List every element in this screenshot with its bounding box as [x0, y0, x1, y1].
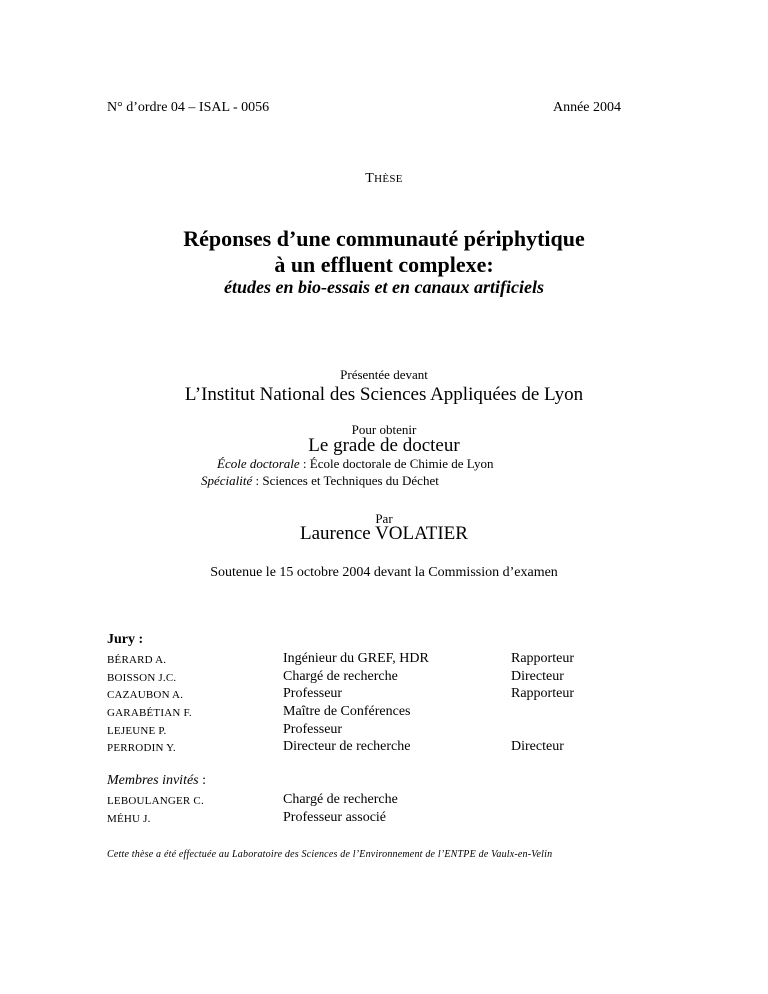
document-type — [0, 171, 768, 187]
degree: Le grade de docteur — [308, 435, 460, 456]
author-name: Laurence VOLATIER — [300, 523, 468, 544]
defense-statement: Soutenue le 15 octobre 2004 devant la Commission d’examen — [210, 565, 558, 580]
specialty-label: Spécialité — [201, 473, 253, 488]
jury-heading: Jury : — [107, 632, 144, 647]
document-type-initial: T — [365, 171, 375, 186]
jury-member-role: Rapporteur — [511, 686, 574, 701]
jury-member-position: Professeur — [283, 722, 343, 737]
order-number: N° d’ordre 04 – ISAL - 0056 — [107, 100, 270, 115]
invited-heading — [107, 773, 206, 789]
invited-member-position: Professeur associé — [283, 810, 387, 825]
presented-label: Présentée devant — [340, 367, 428, 382]
jury-member-name: BÉRARD A. — [107, 654, 167, 666]
invited-member-name: MÉHU J. — [107, 813, 151, 825]
invited-heading-suffix: : — [198, 773, 207, 788]
invited-member-position: Chargé de recherche — [283, 792, 398, 807]
title-line-2: à un effluent complexe: — [274, 252, 494, 277]
jury-member-position: Professeur — [283, 686, 343, 701]
footer-note: Cette thèse a été effectuée au Laboratoire des Sciences de l’Environnement de l’ENTPE de Vaulx-en-Velin — [107, 849, 553, 860]
obtain-label: Pour obtenir — [351, 422, 417, 437]
specialty — [201, 473, 439, 489]
subtitle: études en bio-essais et en canaux artificiels — [224, 277, 544, 297]
jury-member-role: Directeur — [511, 669, 564, 684]
jury-member-name: PERRODIN Y. — [107, 742, 176, 754]
author-label: Par — [375, 511, 393, 526]
doctoral-school-label: École doctorale — [217, 456, 300, 471]
doctoral-school-value: : École doctorale de Chimie de Lyon — [299, 456, 494, 471]
jury-member-name: LEJEUNE P. — [107, 725, 167, 737]
jury-member-role: Rapporteur — [511, 651, 574, 666]
invited-heading-label: Membres invités — [107, 773, 199, 788]
jury-member-name: BOISSON J.C. — [107, 672, 177, 684]
jury-member-name: GARABÉTIAN F. — [107, 707, 192, 719]
jury-member-role: Directeur — [511, 739, 564, 754]
specialty-value: : Sciences et Techniques du Déchet — [252, 473, 439, 488]
document-type-rest: HÈSE — [374, 173, 403, 185]
institution: L’Institut National des Sciences Appliquées de Lyon — [184, 384, 584, 405]
jury-member-position: Ingénieur du GREF, HDR — [283, 651, 429, 666]
title-line-1: Réponses d’une communauté périphytique — [183, 226, 585, 251]
jury-member-position: Maître de Conférences — [283, 704, 411, 719]
year: Année 2004 — [552, 100, 621, 115]
doctoral-school — [217, 456, 494, 472]
invited-member-name: LEBOULANGER C. — [107, 795, 204, 807]
jury-member-position: Chargé de recherche — [283, 669, 398, 684]
jury-member-position: Directeur de recherche — [283, 739, 411, 754]
jury-member-name: CAZAUBON A. — [107, 689, 184, 701]
